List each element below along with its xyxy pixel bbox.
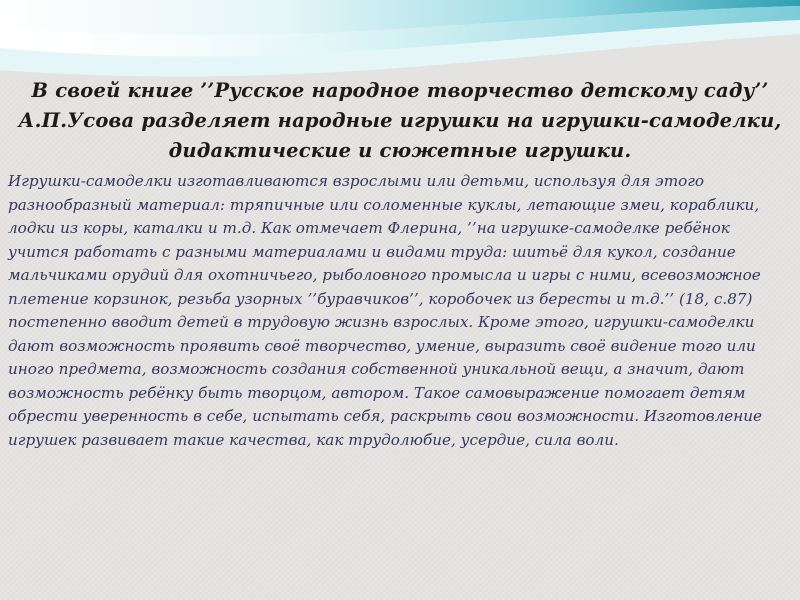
content-area — [8, 76, 792, 452]
slide-body-text: Игрушки-самоделки изготавливаются взрослыми или детьми, используя для этого разнообразный материал: тряпичные или соломенные куклы, летающие змеи, кораблики, лодки из коры, каталки и т.д. Как отмечает Флерина, ’’на игрушке-самоделке ребёнок учится работать с разными материалами и видами труда: шитьё для кукол, создание мальчиками орудий для охотничьего, рыболовного промысла и игры с ними, всевозможное плетение корзинок, резьба узорных ’’буравчиков’’, коробочек из бересты и т.д.’’ (18, с.87) постепенно вводит детей в трудовую жизнь взрослых. Кроме этого, игрушки-самоделки дают возможность проявить своё творчество, умение, выразить своё видение того или иного предмета, возможность создания собственной уникальной вещи, а значит, дают возможность ребёнку быть творцом, автором. Такое самовыражение помогает детям обрести уверенность в себе, испытать себя, раскрыть свои возможности. Изготовление игрушек развивает такие качества, как трудолюбие, усердие, сила воли. — [8, 172, 763, 449]
slide-heading: В своей книге ’’Русское народное творчество детскому саду’’ А.П.Усова разделяет народные игрушки на игрушки-самоделки, дидактические и сюжетные игрушки. — [18, 79, 782, 162]
wave-decoration — [0, 0, 800, 80]
